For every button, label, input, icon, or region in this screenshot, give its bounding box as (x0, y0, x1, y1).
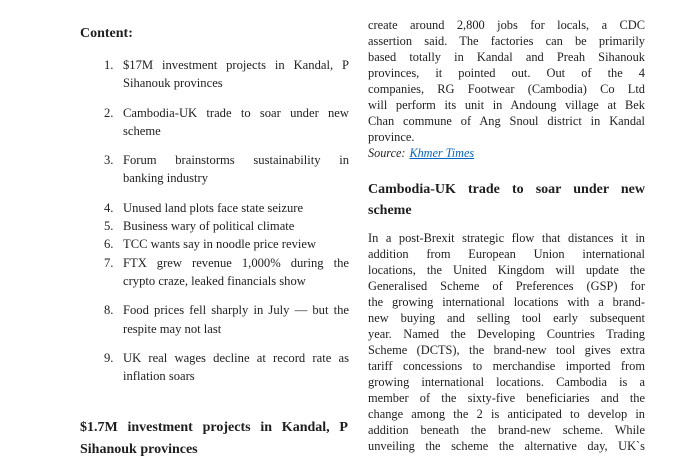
text-line: new buying and selling tool early subsequent (368, 311, 645, 325)
toc-item-number: 3. (104, 153, 114, 168)
text-line: province. (368, 130, 415, 144)
toc-item-number: 5. (104, 219, 114, 234)
text-line: assertion said. The factories can be primarily (368, 34, 645, 48)
text-line: Cambodia-UK trade to soar under new (368, 182, 645, 197)
left-column (80, 24, 348, 460)
article-paragraph-1 (368, 17, 645, 145)
text-line: UK real wages decline at record rate as (123, 350, 349, 365)
source-link[interactable]: Khmer Times (409, 146, 475, 160)
text-line: Unused land plots face state seizure (123, 200, 304, 215)
text-line: the growing international locations with a brand- (368, 295, 645, 309)
text-line: Food prices fell sharply in July — but the (123, 303, 349, 318)
toc-item (80, 254, 348, 291)
toc-item (80, 56, 348, 93)
text-line: $1.7M investment projects in Kandal, P (80, 420, 348, 436)
text-line: locations, the United Kingdom will update the (368, 263, 645, 277)
right-column (368, 17, 645, 454)
text-line: companies, RG Footwear (Cambodia) Co Ltd (368, 82, 645, 96)
toc-item-text (123, 301, 349, 338)
text-line: FTX grew revenue 1,000% during the (123, 255, 349, 270)
text-line: tariff concessions to merchandise imported from (368, 359, 645, 373)
toc-item-text (123, 349, 349, 386)
text-line: inflation soars (123, 369, 195, 384)
text-line: Forum brainstorms sustainability in (123, 153, 349, 168)
text-line: Sihanouk provinces (80, 441, 198, 457)
text-line: Cambodia-UK trade to soar under new (123, 105, 349, 120)
text-line: addition from European Union international (368, 247, 645, 261)
section-heading (80, 417, 348, 460)
toc-item-number: 9. (104, 350, 114, 365)
toc-list (80, 56, 348, 385)
text-line: In a post-Brexit strategic flow that distances it in (368, 231, 645, 245)
text-line: Chan commune of Ang Snoul district in Kandal (368, 114, 645, 128)
toc-item-text (123, 217, 349, 235)
text-line: growing international locations. Cambodia is a (368, 375, 645, 389)
article-heading (368, 179, 645, 221)
article-paragraph-2 (368, 230, 645, 454)
text-line: year. Named the Developing Countries Trading (368, 327, 645, 341)
toc-item-text (123, 235, 349, 253)
text-line: TCC wants say in noodle price review (123, 237, 317, 252)
toc-item-text (123, 56, 349, 93)
text-line: will perform its unit in Andoung village at Bek (368, 98, 645, 112)
text-line: respite may not last (123, 321, 222, 336)
toc-item (80, 199, 348, 217)
text-line: Scheme (DCTS), the brand-new tool gives extra (368, 343, 645, 357)
toc-item (80, 217, 348, 235)
text-line: scheme (123, 123, 161, 138)
text-line: Generalised Scheme of Preferences (GSP) for (368, 279, 645, 293)
text-line: addition beneath the brand-new scheme. While (368, 423, 645, 437)
source-label: Source: (368, 146, 406, 160)
toc-item-number: 4. (104, 200, 114, 215)
text-line: scheme (368, 203, 412, 218)
source-line (368, 145, 645, 161)
toc-item-text (123, 151, 349, 188)
content-heading: Content: (80, 26, 133, 41)
text-line: member of the sixty-five beneficiaries and the (368, 391, 645, 405)
toc-item (80, 235, 348, 253)
toc-item-text (123, 199, 349, 217)
text-line: unveiling the scheme the alternative day, UK`s (368, 439, 645, 453)
toc-item (80, 301, 348, 338)
toc-item-number: 6. (104, 237, 114, 252)
text-line: change among the 2 is anticipated to develop in (368, 407, 645, 421)
text-line: banking industry (123, 171, 209, 186)
toc-item (80, 104, 348, 141)
toc-item (80, 349, 348, 386)
toc-item-number: 7. (104, 255, 114, 270)
toc-item-number: 1. (104, 58, 114, 72)
toc-item (80, 151, 348, 188)
text-line: Business wary of political climate (123, 219, 295, 234)
text-line: create around 2,800 jobs for locals, a CDC (368, 18, 645, 32)
text-line: provinces, it pointed out. Out of the 4 (368, 66, 645, 80)
toc-item-text (123, 254, 349, 291)
text-line: crypto craze, leaked financials show (123, 273, 306, 288)
text-line: Sihanouk provinces (123, 76, 223, 91)
text-line: $17M investment projects in Kandal, P (123, 58, 349, 72)
toc-item-text (123, 104, 349, 141)
text-line: based totally in Kandal and Preah Sihanouk (368, 50, 645, 64)
toc-item-number: 8. (104, 303, 114, 318)
toc-item-number: 2. (104, 105, 114, 120)
